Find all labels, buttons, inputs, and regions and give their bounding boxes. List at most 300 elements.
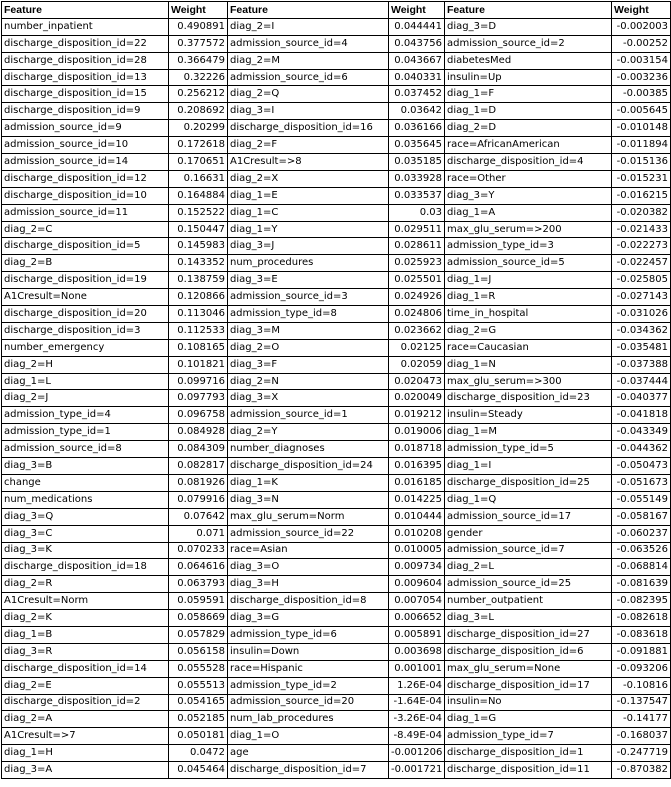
feature-cell: insulin=Up [445, 69, 612, 86]
feature-cell: diag_2=Q [228, 86, 389, 103]
weight-cell: 0.084309 [169, 441, 228, 458]
feature-cell: admission_type_id=2 [228, 677, 389, 694]
feature-cell: diag_2=X [228, 170, 389, 187]
feature-cell: max_glu_serum=>300 [445, 373, 612, 390]
weight-cell: -0.015136 [612, 154, 671, 171]
weight-cell: -0.044362 [612, 441, 671, 458]
feature-cell: diag_2=R [2, 576, 169, 593]
weight-cell: -0.001721 [389, 762, 445, 779]
weight-cell: -0.10816 [612, 677, 671, 694]
feature-cell: diag_2=B [2, 255, 169, 272]
feature-cell: diag_3=M [228, 322, 389, 339]
weight-cell: -0.003236 [612, 69, 671, 86]
feature-cell: diag_1=N [445, 356, 612, 373]
weight-cell: -0.010148 [612, 120, 671, 137]
weight-cell: 0.010444 [389, 508, 445, 525]
weight-cell: 0.028611 [389, 238, 445, 255]
weight-cell: 0.063793 [169, 576, 228, 593]
feature-cell: diag_3=A [2, 762, 169, 779]
weight-cell: 0.32226 [169, 69, 228, 86]
feature-cell: diag_2=O [228, 339, 389, 356]
table-row [2, 204, 671, 221]
header-feature-1: Feature [2, 2, 169, 19]
header-feature-2: Feature [228, 2, 389, 19]
table-row [2, 356, 671, 373]
weight-cell: 0.02059 [389, 356, 445, 373]
weight-cell: -0.247719 [612, 745, 671, 762]
feature-cell: diag_1=H [2, 745, 169, 762]
weight-cell: 0.170651 [169, 154, 228, 171]
feature-cell: discharge_disposition_id=24 [228, 458, 389, 475]
weight-cell: -0.027143 [612, 289, 671, 306]
feature-cell: discharge_disposition_id=2 [2, 694, 169, 711]
weight-cell: -0.14177 [612, 711, 671, 728]
weight-cell: 0.143352 [169, 255, 228, 272]
table-row [2, 289, 671, 306]
feature-cell: discharge_disposition_id=8 [228, 593, 389, 610]
table-row [2, 458, 671, 475]
weight-cell: -0.021433 [612, 221, 671, 238]
weight-cell: -0.005645 [612, 103, 671, 120]
feature-cell: admission_source_id=4 [228, 35, 389, 52]
weight-cell: -0.00385 [612, 86, 671, 103]
table-row [2, 441, 671, 458]
weight-cell: 0.043667 [389, 52, 445, 69]
weight-cell: -0.058167 [612, 508, 671, 525]
feature-cell: diag_1=I [445, 458, 612, 475]
weight-cell: 0.005891 [389, 626, 445, 643]
feature-cell: discharge_disposition_id=6 [445, 643, 612, 660]
weight-cell: 0.055513 [169, 677, 228, 694]
feature-cell: A1Cresult=>7 [2, 728, 169, 745]
feature-cell: admission_source_id=14 [2, 154, 169, 171]
weight-cell: -0.137547 [612, 694, 671, 711]
weight-cell: 0.108165 [169, 339, 228, 356]
weight-cell: 0.019006 [389, 424, 445, 441]
table-row [2, 576, 671, 593]
weight-cell: 0.084928 [169, 424, 228, 441]
weight-cell: 0.145983 [169, 238, 228, 255]
feature-cell: race=Caucasian [445, 339, 612, 356]
weight-cell: -0.040377 [612, 390, 671, 407]
feature-cell: discharge_disposition_id=5 [2, 238, 169, 255]
table-row [2, 390, 671, 407]
feature-cell: diag_2=J [2, 390, 169, 407]
table-row [2, 745, 671, 762]
feature-cell: diag_1=K [228, 474, 389, 491]
feature-cell: discharge_disposition_id=16 [228, 120, 389, 137]
weight-cell: 0.001001 [389, 660, 445, 677]
feature-cell: max_glu_serum=Norm [228, 508, 389, 525]
weight-cell: 0.024806 [389, 306, 445, 323]
table-row [2, 339, 671, 356]
feature-cell: diag_1=R [445, 289, 612, 306]
weight-cell: -0.168037 [612, 728, 671, 745]
weight-cell: -0.011894 [612, 137, 671, 154]
feature-cell: diag_3=J [228, 238, 389, 255]
weight-cell: 0.150447 [169, 221, 228, 238]
weight-cell: 0.035185 [389, 154, 445, 171]
weight-cell: -0.022273 [612, 238, 671, 255]
feature-cell: num_medications [2, 491, 169, 508]
feature-cell: race=AfricanAmerican [445, 137, 612, 154]
feature-cell: diag_2=C [2, 221, 169, 238]
weight-cell: 0.16631 [169, 170, 228, 187]
weight-cell: 0.019212 [389, 407, 445, 424]
feature-cell: admission_source_id=7 [445, 542, 612, 559]
weight-cell: 0.010005 [389, 542, 445, 559]
table-row [2, 694, 671, 711]
feature-cell: number_outpatient [445, 593, 612, 610]
feature-cell: diag_1=G [445, 711, 612, 728]
table-body [2, 18, 671, 778]
feature-cell: discharge_disposition_id=1 [445, 745, 612, 762]
weight-cell: 0.02125 [389, 339, 445, 356]
weight-cell: -0.034362 [612, 322, 671, 339]
table-row [2, 660, 671, 677]
weight-cell: 0.056158 [169, 643, 228, 660]
weight-cell: 0.024926 [389, 289, 445, 306]
weight-cell: 0.0472 [169, 745, 228, 762]
weight-cell: -0.031026 [612, 306, 671, 323]
weight-cell: 0.070233 [169, 542, 228, 559]
feature-cell: admission_source_id=8 [2, 441, 169, 458]
feature-cell: admission_source_id=17 [445, 508, 612, 525]
weight-cell: -3.26E-04 [389, 711, 445, 728]
table-row [2, 103, 671, 120]
feature-cell: A1Cresult=None [2, 289, 169, 306]
table-row [2, 238, 671, 255]
feature-cell: diag_2=M [228, 52, 389, 69]
weight-cell: 0.033537 [389, 187, 445, 204]
feature-cell: admission_type_id=7 [445, 728, 612, 745]
feature-cell: diag_2=K [2, 610, 169, 627]
feature-cell: diag_1=L [2, 373, 169, 390]
table-row [2, 120, 671, 137]
feature-cell: diag_2=L [445, 559, 612, 576]
weight-cell: -0.870382 [612, 762, 671, 779]
table-row [2, 170, 671, 187]
weight-cell: 0.138759 [169, 272, 228, 289]
table-row [2, 491, 671, 508]
table-row [2, 424, 671, 441]
weight-cell: 0.009734 [389, 559, 445, 576]
weight-cell: -0.035481 [612, 339, 671, 356]
feature-cell: diag_2=E [2, 677, 169, 694]
feature-cell: number_emergency [2, 339, 169, 356]
weight-cell: 0.071 [169, 525, 228, 542]
weight-cell: -0.022457 [612, 255, 671, 272]
weight-cell: 0.081926 [169, 474, 228, 491]
header-weight-2: Weight [389, 2, 445, 19]
weight-cell: 0.377572 [169, 35, 228, 52]
weight-cell: 0.010208 [389, 525, 445, 542]
weight-cell: -0.041818 [612, 407, 671, 424]
table-row [2, 407, 671, 424]
feature-cell: insulin=Down [228, 643, 389, 660]
feature-cell: number_inpatient [2, 18, 169, 35]
feature-cell: diag_1=O [228, 728, 389, 745]
table-row [2, 762, 671, 779]
table-row [2, 137, 671, 154]
table-row [2, 35, 671, 52]
feature-cell: A1Cresult=>8 [228, 154, 389, 171]
weight-cell: -8.49E-04 [389, 728, 445, 745]
weight-cell: -0.081639 [612, 576, 671, 593]
weight-cell: -0.00252 [612, 35, 671, 52]
feature-cell: diag_2=H [2, 356, 169, 373]
weight-cell: -0.063526 [612, 542, 671, 559]
feature-cell: diag_3=G [228, 610, 389, 627]
feature-cell: admission_source_id=1 [228, 407, 389, 424]
weight-cell: 0.006652 [389, 610, 445, 627]
weight-cell: 0.366479 [169, 52, 228, 69]
weight-cell: 0.033928 [389, 170, 445, 187]
table-row [2, 643, 671, 660]
feature-cell: diag_2=D [445, 120, 612, 137]
table-row [2, 542, 671, 559]
weight-cell: 0.172618 [169, 137, 228, 154]
feature-cell: diag_3=N [228, 491, 389, 508]
feature-cell: discharge_disposition_id=7 [228, 762, 389, 779]
feature-cell: discharge_disposition_id=14 [2, 660, 169, 677]
weight-cell: 0.152522 [169, 204, 228, 221]
table-row [2, 52, 671, 69]
feature-cell: discharge_disposition_id=3 [2, 322, 169, 339]
feature-cell: diag_3=D [445, 18, 612, 35]
weight-cell: 0.03 [389, 204, 445, 221]
feature-cell: discharge_disposition_id=25 [445, 474, 612, 491]
feature-cell: race=Other [445, 170, 612, 187]
feature-cell: diag_1=B [2, 626, 169, 643]
weight-cell: -0.037388 [612, 356, 671, 373]
feature-cell: admission_source_id=25 [445, 576, 612, 593]
feature-cell: admission_source_id=9 [2, 120, 169, 137]
feature-cell: discharge_disposition_id=10 [2, 187, 169, 204]
weight-cell: -0.015231 [612, 170, 671, 187]
table-row [2, 559, 671, 576]
weight-cell: 0.097793 [169, 390, 228, 407]
weight-cell: 0.036166 [389, 120, 445, 137]
weight-cell: 0.490891 [169, 18, 228, 35]
weight-cell: -0.037444 [612, 373, 671, 390]
feature-cell: insulin=No [445, 694, 612, 711]
feature-cell: admission_source_id=22 [228, 525, 389, 542]
feature-cell: diag_3=E [228, 272, 389, 289]
weight-cell: 0.029511 [389, 221, 445, 238]
feature-cell: diag_3=L [445, 610, 612, 627]
weight-cell: 0.07642 [169, 508, 228, 525]
weight-cell: 0.025501 [389, 272, 445, 289]
feature-cell: diag_2=G [445, 322, 612, 339]
feature-cell: A1Cresult=Norm [2, 593, 169, 610]
header-weight-1: Weight [169, 2, 228, 19]
feature-cell: admission_type_id=3 [445, 238, 612, 255]
weight-cell: 0.020473 [389, 373, 445, 390]
weight-cell: -0.020382 [612, 204, 671, 221]
weight-cell: 0.096758 [169, 407, 228, 424]
table-row [2, 677, 671, 694]
weight-cell: 0.03642 [389, 103, 445, 120]
feature-cell: discharge_disposition_id=23 [445, 390, 612, 407]
table-row [2, 593, 671, 610]
feature-cell: diag_3=Q [2, 508, 169, 525]
table-row [2, 154, 671, 171]
weight-cell: 0.064616 [169, 559, 228, 576]
feature-cell: diag_1=M [445, 424, 612, 441]
feature-cell: discharge_disposition_id=28 [2, 52, 169, 69]
table-row [2, 508, 671, 525]
table-row [2, 474, 671, 491]
feature-cell: admission_source_id=3 [228, 289, 389, 306]
weight-cell: 0.037452 [389, 86, 445, 103]
feature-cell: admission_source_id=5 [445, 255, 612, 272]
feature-cell: discharge_disposition_id=9 [2, 103, 169, 120]
table-row [2, 626, 671, 643]
feature-cell: diag_1=C [228, 204, 389, 221]
feature-cell: gender [445, 525, 612, 542]
weight-cell: 0.113046 [169, 306, 228, 323]
feature-cell: diag_3=O [228, 559, 389, 576]
weight-cell: 0.014225 [389, 491, 445, 508]
weight-cell: -0.083618 [612, 626, 671, 643]
feature-cell: diabetesMed [445, 52, 612, 69]
feature-cell: time_in_hospital [445, 306, 612, 323]
feature-cell: max_glu_serum=>200 [445, 221, 612, 238]
feature-cell: discharge_disposition_id=12 [2, 170, 169, 187]
feature-cell: admission_source_id=20 [228, 694, 389, 711]
weight-cell: 0.052185 [169, 711, 228, 728]
feature-cell: diag_1=Q [445, 491, 612, 508]
feature-cell: discharge_disposition_id=18 [2, 559, 169, 576]
weight-cell: 0.058669 [169, 610, 228, 627]
header-row [2, 2, 671, 19]
weight-cell: 0.023662 [389, 322, 445, 339]
feature-cell: diag_3=H [228, 576, 389, 593]
feature-cell: diag_3=B [2, 458, 169, 475]
weight-cell: 0.043756 [389, 35, 445, 52]
feature-cell: diag_3=Y [445, 187, 612, 204]
feature-cell: diag_1=E [228, 187, 389, 204]
weight-cell: -0.016215 [612, 187, 671, 204]
weight-cell: 0.018718 [389, 441, 445, 458]
feature-cell: admission_type_id=8 [228, 306, 389, 323]
table-row [2, 711, 671, 728]
feature-cell: discharge_disposition_id=13 [2, 69, 169, 86]
weight-cell: -0.002003 [612, 18, 671, 35]
feature-cell: discharge_disposition_id=11 [445, 762, 612, 779]
feature-cell: admission_source_id=10 [2, 137, 169, 154]
table-row [2, 525, 671, 542]
weight-cell: -0.082618 [612, 610, 671, 627]
feature-cell: max_glu_serum=None [445, 660, 612, 677]
feature-cell: admission_type_id=6 [228, 626, 389, 643]
feature-cell: change [2, 474, 169, 491]
table-row [2, 728, 671, 745]
table-row [2, 86, 671, 103]
feature-cell: admission_source_id=6 [228, 69, 389, 86]
weight-cell: 0.208692 [169, 103, 228, 120]
feature-cell: diag_1=A [445, 204, 612, 221]
feature-cell: diag_3=F [228, 356, 389, 373]
table-row [2, 610, 671, 627]
feature-cell: admission_type_id=5 [445, 441, 612, 458]
feature-cell: race=Asian [228, 542, 389, 559]
feature-cell: diag_3=K [2, 542, 169, 559]
feature-cell: diag_2=I [228, 18, 389, 35]
feature-cell: num_lab_procedures [228, 711, 389, 728]
weight-cell: -0.001206 [389, 745, 445, 762]
weight-cell: 0.007054 [389, 593, 445, 610]
weight-cell: 0.009604 [389, 576, 445, 593]
weight-cell: 0.099716 [169, 373, 228, 390]
feature-cell: diag_2=Y [228, 424, 389, 441]
weight-cell: 0.003698 [389, 643, 445, 660]
weight-cell: -0.050473 [612, 458, 671, 475]
weight-cell: 0.082817 [169, 458, 228, 475]
feature-cell: number_diagnoses [228, 441, 389, 458]
weight-cell: 0.035645 [389, 137, 445, 154]
table-row [2, 69, 671, 86]
table-row [2, 187, 671, 204]
feature-cell: admission_source_id=2 [445, 35, 612, 52]
weight-cell: 1.26E-04 [389, 677, 445, 694]
feature-cell: diag_2=F [228, 137, 389, 154]
weight-cell: 0.20299 [169, 120, 228, 137]
weight-cell: 0.050181 [169, 728, 228, 745]
weight-cell: -0.068814 [612, 559, 671, 576]
weight-cell: 0.079916 [169, 491, 228, 508]
feature-cell: diag_1=F [445, 86, 612, 103]
feature-cell: admission_type_id=4 [2, 407, 169, 424]
weight-cell: 0.112533 [169, 322, 228, 339]
header-weight-3: Weight [612, 2, 671, 19]
table-row [2, 322, 671, 339]
weight-cell: -0.043349 [612, 424, 671, 441]
weight-cell: -0.051673 [612, 474, 671, 491]
feature-cell: diag_1=J [445, 272, 612, 289]
weight-cell: 0.059591 [169, 593, 228, 610]
weight-cell: -0.025805 [612, 272, 671, 289]
feature-cell: diag_1=D [445, 103, 612, 120]
feature-cell: discharge_disposition_id=15 [2, 86, 169, 103]
feature-cell: diag_3=R [2, 643, 169, 660]
feature-cell: diag_3=X [228, 390, 389, 407]
table-row [2, 18, 671, 35]
weight-cell: -0.055149 [612, 491, 671, 508]
weight-cell: 0.164884 [169, 187, 228, 204]
feature-cell: diag_1=Y [228, 221, 389, 238]
weight-cell: -1.64E-04 [389, 694, 445, 711]
weight-cell: 0.101821 [169, 356, 228, 373]
feature-cell: discharge_disposition_id=22 [2, 35, 169, 52]
header-feature-3: Feature [445, 2, 612, 19]
weight-cell: -0.003154 [612, 52, 671, 69]
weight-cell: 0.044441 [389, 18, 445, 35]
feature-cell: num_procedures [228, 255, 389, 272]
feature-cell: admission_source_id=11 [2, 204, 169, 221]
table-row [2, 272, 671, 289]
feature-cell: discharge_disposition_id=17 [445, 677, 612, 694]
feature-cell: diag_2=N [228, 373, 389, 390]
feature-weight-table [1, 1, 671, 779]
feature-cell: discharge_disposition_id=4 [445, 154, 612, 171]
weight-cell: 0.256212 [169, 86, 228, 103]
table-row [2, 255, 671, 272]
weight-cell: -0.060237 [612, 525, 671, 542]
feature-cell: diag_2=A [2, 711, 169, 728]
feature-cell: diag_3=I [228, 103, 389, 120]
